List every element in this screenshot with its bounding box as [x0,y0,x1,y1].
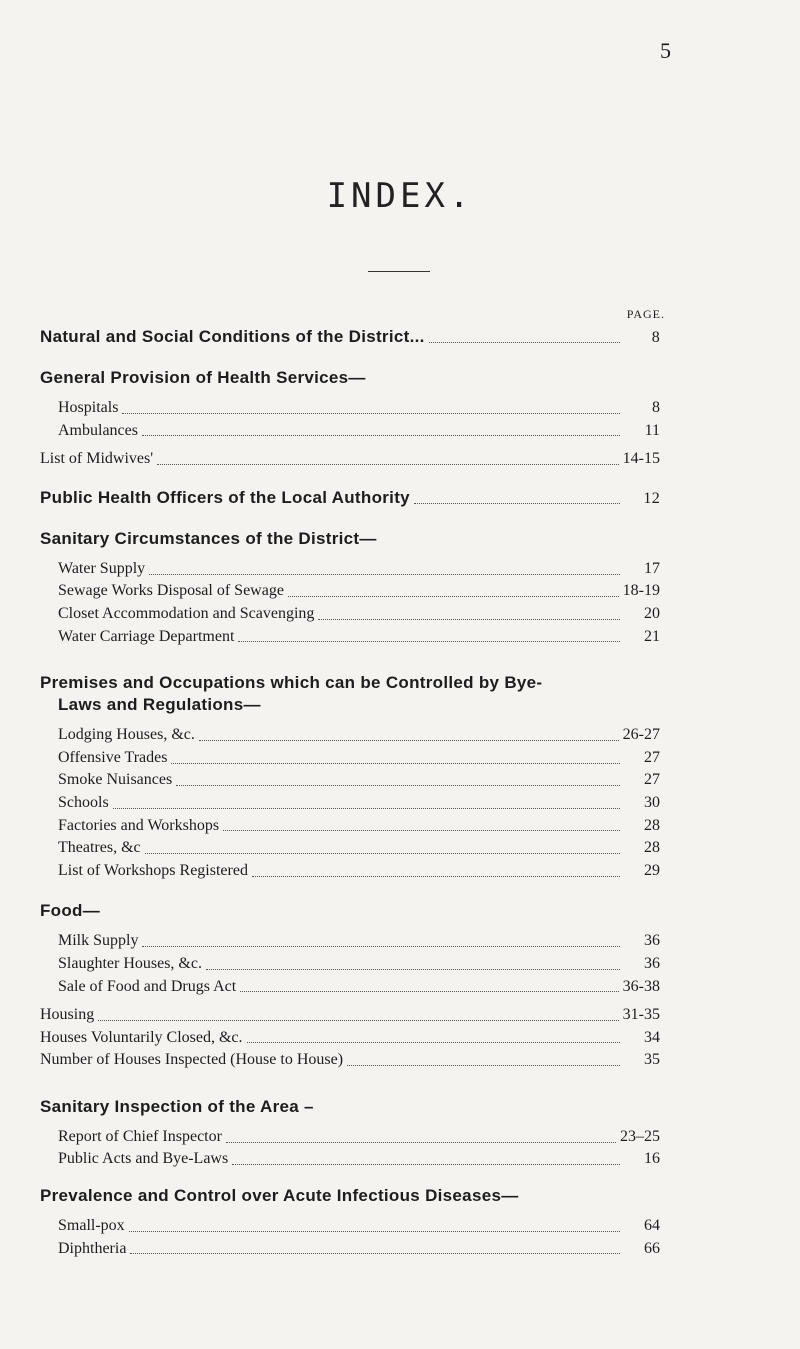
entry-label: List of Midwives' [40,450,154,468]
dot-leader [199,740,619,741]
section-heading-text: Sanitary Circumstances of the District— [40,528,377,548]
entry-label: Houses Voluntarily Closed, &c. [40,1028,243,1046]
dot-leader [318,619,620,620]
page-reference: 36 [644,932,660,950]
section-heading-text: Prevalence and Control over Acute Infectious Diseases— [40,1186,519,1206]
index-section [40,672,660,882]
entry-label: Closet Accommodation and Scavenging [58,604,315,622]
section-heading [40,487,660,510]
dot-leader [122,413,620,414]
title-rule [368,271,430,272]
page-reference: 30 [644,793,660,811]
dot-leader [176,785,620,786]
index-entry [40,626,660,649]
entry-label: Offensive Trades [58,748,168,766]
dot-leader [347,1065,620,1066]
dot-leader [171,763,620,764]
dot-leader [142,946,620,947]
dot-leader [129,1231,620,1232]
section-heading-text: General Provision of Health Services— [40,368,366,387]
section-heading-text: Sanitary Inspection of the Area – [40,1096,314,1116]
index-section [40,326,660,349]
section-heading-text: Food— [40,901,101,921]
index-entry [40,397,660,420]
dot-leader [240,991,618,992]
page-reference: 18-19 [622,582,660,600]
index-entry [40,603,660,626]
index-entry [40,1027,660,1050]
index-title: INDEX. [326,176,474,216]
page-reference: 23–25 [620,1127,660,1145]
entry-label: Theatres, &c [58,839,141,857]
section-heading [40,900,660,922]
index-entry [40,953,660,976]
index-entry [40,1049,660,1072]
section-heading-text: Public Health Officers of the Local Authority [40,487,410,507]
entry-label: Hospitals [58,399,119,416]
entry-label: Lodging Houses, &c. [58,726,195,744]
section-heading-text: Natural and Social Conditions of the District... [40,327,425,346]
page-reference: 17 [644,559,660,577]
entry-label: List of Workshops Registered [58,861,248,879]
dot-leader [252,876,620,877]
index-entry [40,448,660,471]
dot-leader [145,853,620,854]
page-reference: 36-38 [622,977,660,995]
index-entry [40,837,660,860]
dot-leader [113,808,620,809]
index-entry [40,1215,660,1238]
entry-label: Slaughter Houses, &c. [58,954,202,972]
page-reference: 29 [644,861,660,879]
page-reference: 26-27 [622,726,660,744]
index-section [40,367,660,471]
page-column-header: PAGE. [626,307,665,321]
dot-leader [142,435,620,436]
dot-leader [130,1253,620,1254]
page-reference: 66 [644,1239,660,1257]
entry-label: Public Acts and Bye-Laws [58,1150,229,1168]
section-heading [40,367,660,389]
section-heading [40,528,660,550]
page-reference: 8 [651,329,660,346]
index-list [40,326,660,1260]
page-reference: 12 [643,489,660,507]
entry-label: Report of Chief Inspector [58,1127,222,1145]
dot-leader [157,464,619,465]
page-reference: 35 [644,1051,660,1069]
entry-label: Water Supply [58,559,146,577]
index-section [40,1096,660,1171]
index-entry [40,747,660,770]
page-reference: 64 [644,1217,660,1235]
dot-leader [238,641,620,642]
section-heading [40,1185,660,1207]
dot-leader [149,574,620,575]
index-section [40,487,660,510]
section-heading-text: Laws and Regulations— [58,695,261,715]
section-heading [40,326,660,349]
dot-leader [429,342,620,343]
index-entry [40,580,660,603]
dot-leader [226,1142,616,1143]
index-section [40,528,660,648]
page-reference: 27 [644,771,660,789]
entry-label: Sewage Works Disposal of Sewage [58,582,284,600]
index-entry [40,815,660,838]
entry-label: Schools [58,793,109,811]
index-entry [40,420,660,443]
index-entry [40,1148,660,1171]
index-entry [40,792,660,815]
dot-leader [206,969,620,970]
index-section [40,1185,660,1260]
section-heading-text: Premises and Occupations which can be Controlled by Bye- [40,673,543,693]
page-reference: 27 [644,748,660,766]
dot-leader [98,1020,618,1021]
section-heading [40,1096,660,1118]
page-reference: 28 [644,839,660,857]
index-entry [40,724,660,747]
dot-leader [232,1164,620,1165]
section-heading [40,672,660,694]
section-heading-continued [40,694,660,716]
index-entry [40,1126,660,1149]
entry-label: Ambulances [58,421,138,439]
dot-leader [414,503,620,504]
page-reference: 14-15 [622,450,660,468]
page-reference: 36 [644,954,660,972]
index-entry [40,1004,660,1027]
page-reference: 8 [652,399,660,416]
page-reference: 21 [644,627,660,645]
dot-leader [288,596,619,597]
entry-label: Milk Supply [58,932,139,950]
index-entry [40,558,660,581]
index-entry [40,860,660,883]
entry-label: Diphtheria [58,1239,127,1257]
entry-label: Smoke Nuisances [58,771,173,789]
page-reference: 16 [644,1150,660,1168]
entry-label: Sale of Food and Drugs Act [58,977,237,995]
index-entry [40,930,660,953]
page-reference: 11 [644,421,660,439]
page-reference: 31-35 [622,1006,660,1024]
entry-label: Housing [40,1006,95,1024]
dot-leader [247,1042,620,1043]
index-entry [40,769,660,792]
page-reference: 28 [644,816,660,834]
entry-label: Water Carriage Department [58,627,235,645]
index-entry [40,1238,660,1261]
page-reference: 34 [644,1028,660,1046]
index-entry [40,976,660,999]
index-section [40,900,660,1072]
entry-label: Number of Houses Inspected (House to House) [40,1051,344,1069]
page-number: 5 [660,38,671,63]
entry-label: Small-pox [58,1217,125,1235]
entry-label: Factories and Workshops [58,816,220,834]
dot-leader [223,830,620,831]
page-reference: 20 [644,604,660,622]
